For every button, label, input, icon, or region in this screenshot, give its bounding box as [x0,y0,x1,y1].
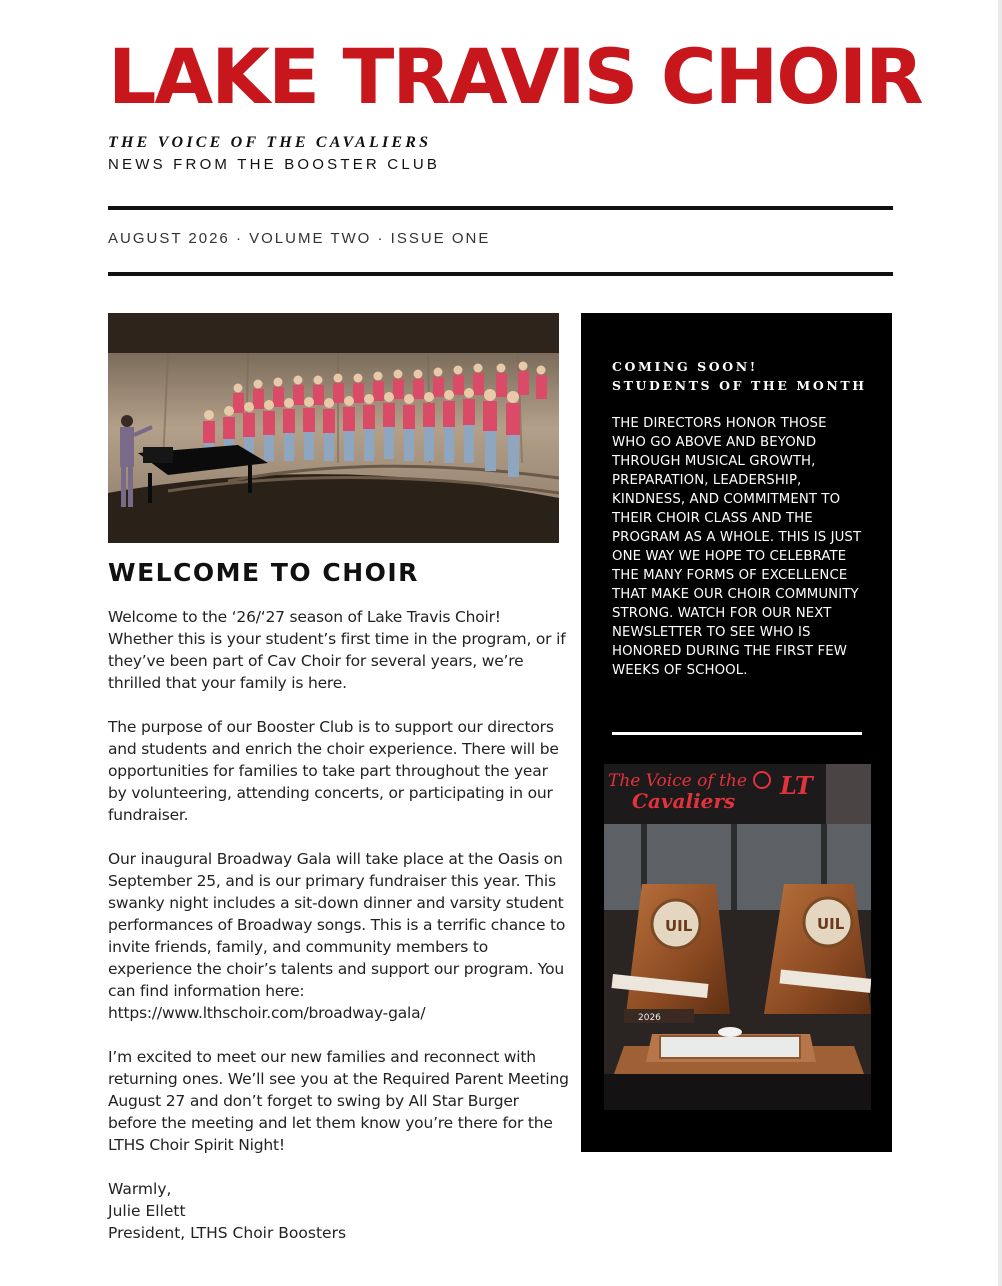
header-divider-top [108,206,893,210]
welcome-paragraph: Welcome to the ‘26/‘27 season of Lake Travis Choir! Whether this is your student’s first time in the program, or if they’ve been part of Cav Choir for several years, we’re thrilled that your family is here. [108,608,566,692]
signoff-title: President, LTHS Choir Boosters [108,1224,347,1242]
signoff-name: Julie Ellett [108,1202,186,1220]
sidebar-text: THE DIRECTORS HONOR THOSE WHO GO ABOVE AND BEYOND THROUGH MUSICAL GROWTH, PREPARATION, LEADERSHIP, KINDNESS, AND COMMITMENT TO THEIR CHOIR CLASS AND THE PROGRAM AS A WHOLE. THIS IS JUST ONE WAY WE HOPE TO CELEBRATE THE MANY FORMS OF EXCELLENCE THAT MAKE OUR CHOIR COMMUNITY STRONG. WATCH FOR OUR NEXT NEWSLETTER TO SEE WHO IS HONORED DURING THE FIRST FEW WEEKS OF SCHOOL. [612,416,862,678]
welcome-body [108,606,570,1178]
sidebar-heading-line2: STUDENTS OF THE MONTH [612,378,867,393]
booster-purpose-paragraph: The purpose of our Booster Club is to support our directors and students and enrich the choir experience. There will be opportunities for families to take part throughout the year by volunteering, attending concerts, or participating in our fundraiser. [108,718,559,824]
banner-text-line2: Cavaliers [632,789,736,813]
issue-line: AUGUST 2026 · VOLUME TWO · ISSUE ONE [108,230,491,247]
tagline: THE VOICE OF THE CAVALIERS [108,134,432,151]
trophy-photo [604,764,871,1110]
masthead-title: LAKE TRAVIS CHOIR [108,32,922,121]
signoff [108,1178,346,1244]
subtagline: NEWS FROM THE BOOSTER CLUB [108,156,441,173]
welcome-heading: WELCOME TO CHOIR [108,558,419,587]
meeting-paragraph: I’m excited to meet our new families and reconnect with returning ones. We’ll see you at the Required Parent Meeting August 27 and don’t forget to swing by All Star Burger before the meeting and let them know you’re there for the LTHS Choir Spirit Night! [108,1048,569,1154]
banner-text-line1: The Voice of the [608,771,747,791]
signoff-closing: Warmly, [108,1180,172,1198]
svg-text:UIL: UIL [665,917,693,935]
svg-text:UIL: UIL [817,915,845,933]
gala-paragraph: Our inaugural Broadway Gala will take place at the Oasis on September 25, and is our primary fundraiser this year. This swanky night includes a sit-down dinner and varsity student performances of Broadway songs. This is a terrific chance to invite friends, family, and community members to experience the choir’s talents and support our program. You can find information here: https://www.lthschoir.com/broadway-gala/ [108,850,566,1022]
sidebar-heading-line1: COMING SOON! [612,359,758,374]
sidebar-heading [612,357,882,395]
students-of-month-sidebar [581,313,892,1152]
sidebar-divider [612,732,862,735]
trophy-year: 2026 [638,1013,661,1023]
choir-performance-photo [108,313,559,543]
banner-logo: LT [780,771,813,800]
header-divider-bottom [108,272,893,276]
